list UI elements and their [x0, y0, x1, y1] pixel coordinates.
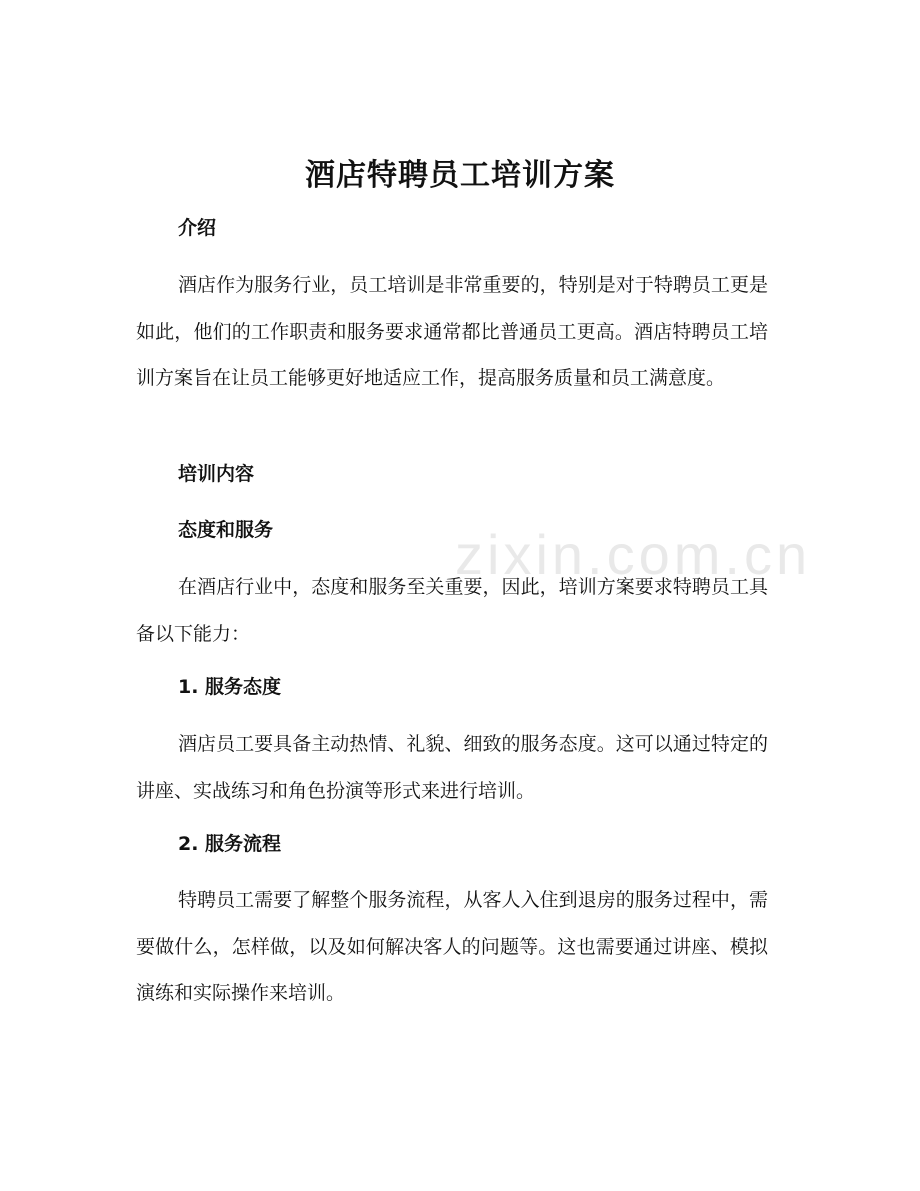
heading-introduction: 介绍 [178, 217, 217, 239]
heading-attitude-service: 态度和服务 [178, 519, 274, 541]
heading-service-process: 2. 服务流程 [178, 833, 282, 855]
heading-service-attitude: 1. 服务态度 [178, 676, 282, 698]
paragraph-service-attitude: 酒店员工要具备主动热情、礼貌、细致的服务态度。这可以通过特定的讲座、实战练习和角色扮演等形式来进行培训。 [136, 733, 768, 802]
watermark: zixin.com.cn [455, 523, 812, 586]
paragraph-introduction: 酒店作为服务行业，员工培训是非常重要的，特别是对于特聘员工更是如此，他们的工作职责和服务要求通常都比普通员工更高。酒店特聘员工培训方案旨在让员工能够更好地适应工作，提高服务质量和员工满意度。 [136, 274, 768, 389]
heading-training-content: 培训内容 [178, 463, 255, 485]
paragraph-attitude-service: 在酒店行业中，态度和服务至关重要，因此，培训方案要求特聘员工具备以下能力： [136, 576, 768, 645]
paragraph-service-process: 特聘员工需要了解整个服务流程，从客人入住到退房的服务过程中，需要做什么，怎样做，以及如何解决客人的问题等。这也需要通过讲座、模拟演练和实际操作来培训。 [136, 889, 768, 1004]
document-title: 酒店特聘员工培训方案 [305, 158, 615, 193]
